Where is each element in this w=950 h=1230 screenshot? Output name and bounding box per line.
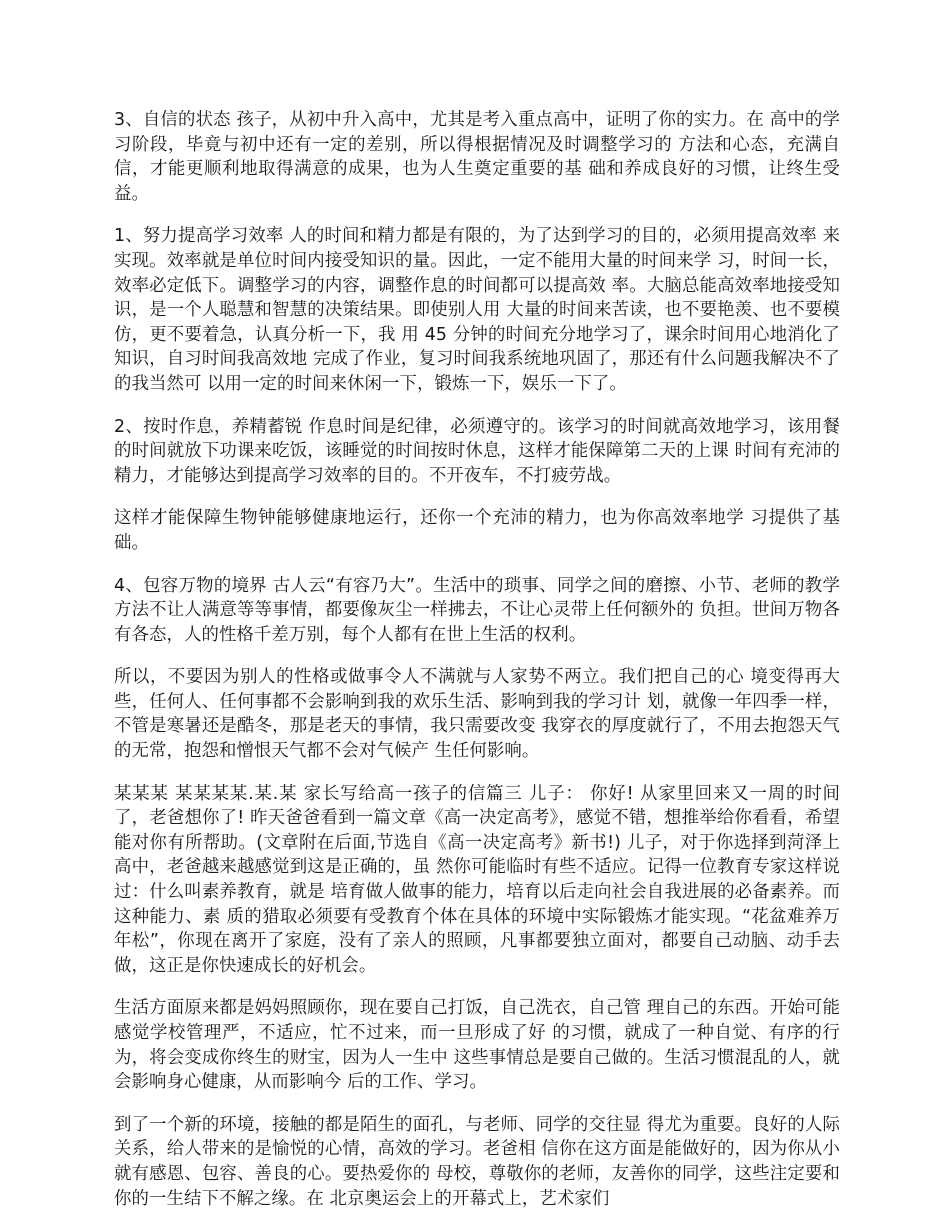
paragraph-relationships: 到了一个新的环境，接触的都是陌生的面孔，与老师、同学的交往显 得尤为重要。良好的人际关系，给人带来的是愉悦的心情，高效的学习。老爸相 信你在这方面是能做好的，因为你从小就有感恩、包容、善良的心。要热爱你的 母校，尊敬你的老师，友善你的同学，这些注定要和你的一生结下不解之缘。在 北京奥运会上的开幕式上，艺术家们 <box>114 1114 840 1209</box>
paragraph-self-confidence: 3、自信的状态 孩子，从初中升入高中，尤其是考入重点高中，证明了你的实力。在 高中的学习阶段，毕竟与初中还有一定的差别，所以得根据情况及时调整学习的 方法和心态，充满自信，才能更顺利地取得满意的成果，也为人生奠定重要的基 础和养成良好的习惯，让终生受益。 <box>114 110 840 204</box>
paragraph-study-efficiency: 1、努力提高学习效率 人的时间和精力都是有限的，为了达到学习的目的，必须用提高效率 来实现。效率就是单位时间内接受知识的量。因此，一定不能用大量的时间来学 习，时间一长，效率必定低下。调整学习的内容，调整作息的时间都可以提高效 率。大脑总能高效率地接受知识，是一个人聪慧和智慧的决策结果。即使别人用 大量的时间来苦读，也不要艳羡、也不要模仿，更不要着急，认真分析一下，我 用 45 分钟的时间充分地学习了，课余时间用心地消化了知识，自习时间我高效地 完成了作业，复习时间我系统地巩固了，那还有什么问题我解决不了的我当然可 以用一定的时间来休闲一下，锻炼一下，娱乐一下了。 <box>114 226 840 394</box>
document-body <box>114 108 840 1229</box>
paragraph-schedule: 2、按时作息，养精蓄锐 作息时间是纪律，必须遵守的。该学习的时间就高效地学习，该用餐 的时间就放下功课来吃饭，该睡觉的时间按时休息，这样才能保障第二天的上课 时间有充沛的精力，才能够达到提高学习效率的目的。不开夜车，不打疲劳战。 <box>114 416 840 486</box>
paragraph-daily-life: 生活方面原来都是妈妈照顾你，现在要自己打饭，自己洗衣，自己管 理自己的东西。开始可能感觉学校管理严，不适应，忙不过来，而一旦形成了好 的习惯，就成了一种自觉、有序的行为，将会变成你终生的财宝，因为人一生中 这些事情总是要自己做的。生活习惯混乱的人，就会影响身心健康，从而影响今 后的工作、学习。 <box>114 998 840 1093</box>
paragraph-tolerance: 4、包容万物的境界 古人云“有容乃大”。生活中的琐事、同学之间的磨擦、小节、老师的教学方法不让人满意等等事情，都要像灰尘一样拂去，不让心灵带上任何额外的 负担。世间万物各有各态，人的性格千差万别，每个人都有在世上生活的权利。 <box>114 575 840 645</box>
paragraph-broad-mind: 所以，不要因为别人的性格或做事令人不满就与人家势不两立。我们把自己的心 境变得再大些，任何人、任何事都不会影响到我的欢乐生活、影响到我的学习计 划，就像一年四季一样，不管是寒暑还是酷冬，那是老天的事情，我只需要改变 我穿衣的厚度就行了，不用去抱怨天气的无常，抱怨和憎恨天气都不会对气候产 生任何影响。 <box>114 667 840 762</box>
paragraph-letter-opening: 某某某 某某某某.某.某 家长写给高一孩子的信篇三 儿子： 你好! 从家里回来又一周的时间了，老爸想你了! 昨天爸爸看到一篇文章《高一决定高考》，感觉不错，想推举给你看看，希望能对你有所帮助。(文章附在后面,节选自《高一决定高考》新书!) 儿子，对于你选择到菏泽上高中，老爸越来越感觉到这是正确的，虽 然你可能临时有些不适应。记得一位教育专家这样说过：什么叫素养教育，就是 培育做人做事的能力，培育以后走向社会自我进展的必备素养。而这种能力、素 质的猎取必须要有受教育个体在具体的环境中实际锻炼才能实现。“花盆难养万 年松”，你现在离开了家庭，没有了亲人的照顾，凡事都要独立面对，都要自己动脑、动手去做，这正是你快速成长的好机会。 <box>114 783 840 976</box>
paragraph-biological-clock: 这样才能保障生物钟能够健康地运行，还你一个充沛的精力，也为你高效率地学 习提供了基础。 <box>114 508 840 553</box>
